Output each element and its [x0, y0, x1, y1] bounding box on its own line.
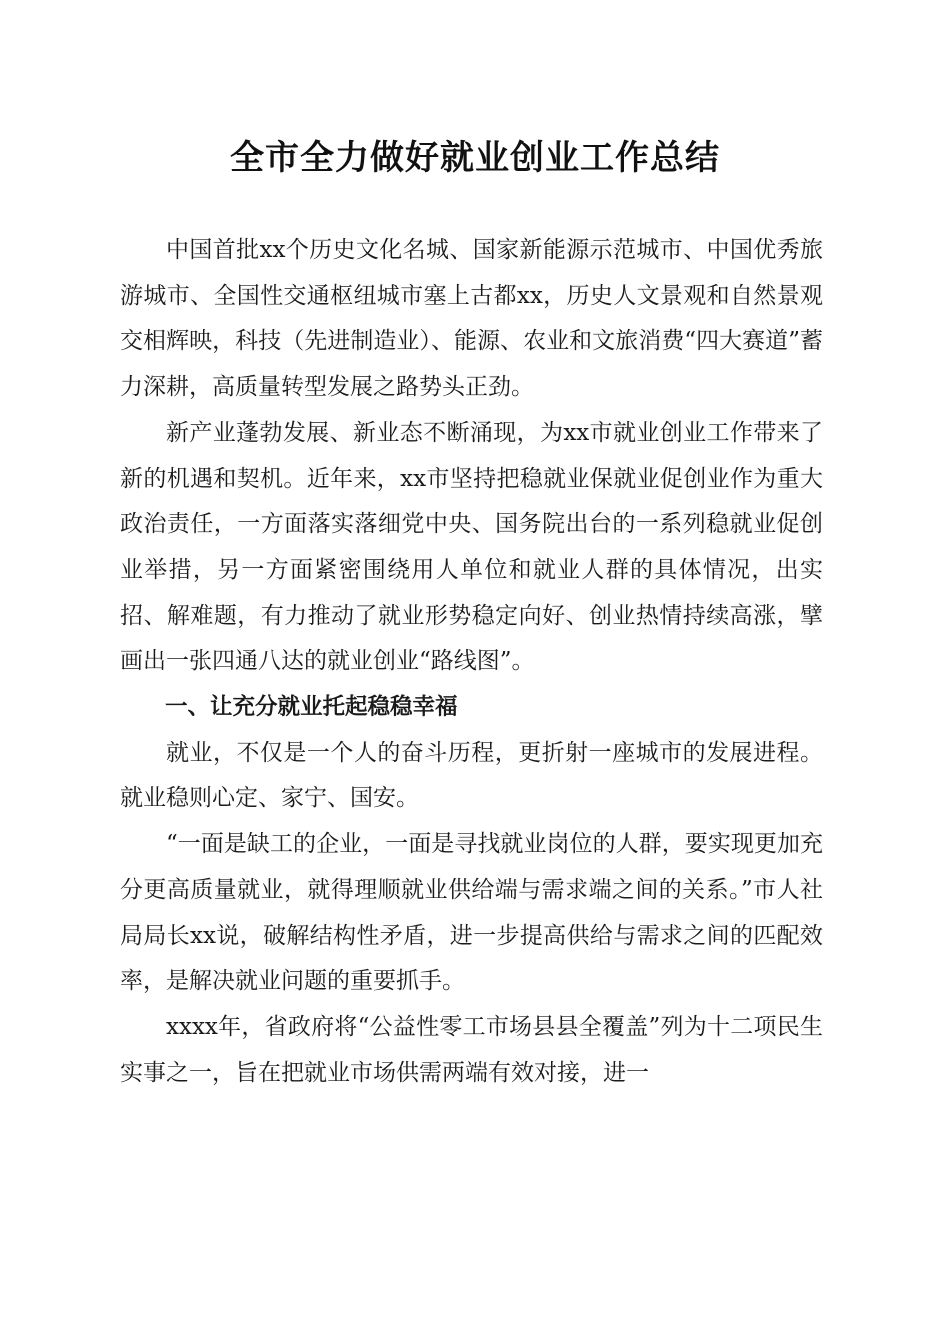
paragraph-background: 新产业蓬勃发展、新业态不断涌现，为xx市就业创业工作带来了新的机遇和契机。近年来，xx市坚持把稳就业保就业促创业作为重大政治责任，一方面落实落细党中央、国务院出台的一系列稳就业促创业举措，另一方面紧密围绕用人单位和就业人群的具体情况，出实招、解难题，有力推动了就业形势稳定向好、创业热情持续高涨，擘画出一张四通八达的就业创业“路线图”。 — [120, 419, 823, 675]
paragraph-employment: 就业，不仅是一个人的奋斗历程，更折射一座城市的发展进程。就业稳则心定、家宁、国安。 — [120, 739, 823, 812]
paragraph-gig-market: xxxx年，省政府将“公益性零工市场县县全覆盖”列为十二项民生实事之一，旨在把就业市场供需两端有效对接，进一 — [120, 1013, 823, 1086]
section-heading-1: 一、让充分就业托起稳稳幸福 — [165, 694, 458, 721]
document-title: 全市全力做好就业创业工作总结 — [230, 138, 720, 178]
paragraph-quote: “一面是缺工的企业，一面是寻找就业岗位的人群，要实现更加充分更高质量就业，就得理顺就业供给端与需求端之间的关系。”市人社局局长xx说，破解结构性矛盾，进一步提高供给与需求之间的匹配效率，是解决就业问题的重要抓手。 — [120, 831, 823, 995]
document-body — [120, 228, 823, 1096]
paragraph-intro: 中国首批xx个历史文化名城、国家新能源示范城市、中国优秀旅游城市、全国性交通枢纽城市塞上古都xx，历史人文景观和自然景观交相辉映，科技（先进制造业）、能源、农业和文旅消费“四大赛道”蓄力深耕，高质量转型发展之路势头正劲。 — [120, 237, 823, 401]
